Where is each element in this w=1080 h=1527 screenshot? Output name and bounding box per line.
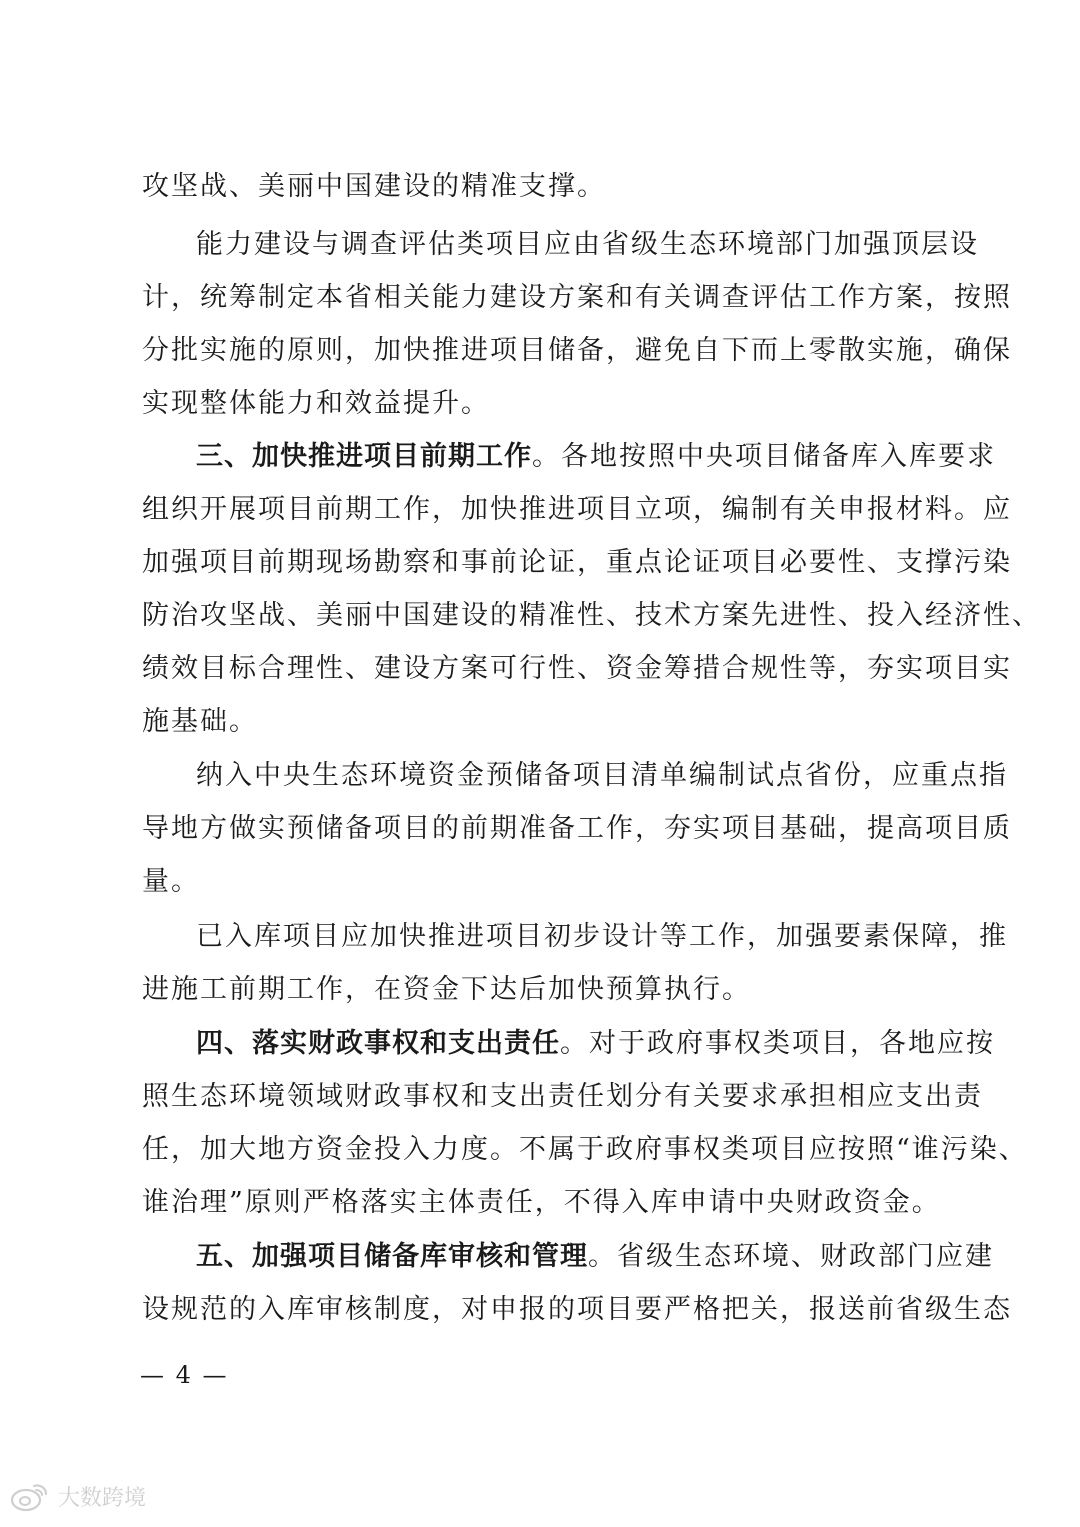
paragraph-line: 实现整体能力和效益提升。	[142, 388, 490, 419]
watermark	[10, 1478, 146, 1514]
paragraph-line: 计，统筹制定本省相关能力建设方案和有关调查评估工作方案，按照	[142, 282, 1012, 313]
paragraph-line: 绩效目标合理性、建设方案可行性、资金筹措合规性等，夯实项目实	[142, 653, 1012, 684]
paragraph-line: 施基础。	[142, 706, 258, 737]
paragraph-line: 组织开展项目前期工作，加快推进项目立项，编制有关申报材料。应	[142, 494, 1012, 525]
page-number: — 4 —	[140, 1361, 229, 1389]
weibo-logo-icon	[10, 1480, 52, 1512]
section-heading: 四、落实财政事权和支出责任	[196, 1028, 560, 1059]
paragraph-line: 任，加大地方资金投入力度。不属于政府事权类项目应按照“谁污染、	[142, 1134, 1028, 1165]
paragraph-line: 设规范的入库审核制度，对申报的项目要严格把关，报送前省级生态	[142, 1294, 1012, 1325]
section-heading-line: 四、落实财政事权和支出责任。对于政府事权类项目，各地应按	[196, 1028, 995, 1059]
paragraph-line: 谁治理”原则严格落实主体责任，不得入库申请中央财政资金。	[142, 1187, 941, 1218]
section-heading-line: 三、加快推进项目前期工作。各地按照中央项目储备库入库要求	[196, 441, 996, 472]
paragraph-line: 量。	[142, 866, 200, 897]
paragraph-line: 能力建设与调查评估类项目应由省级生态环境部门加强顶层设	[196, 229, 979, 260]
paragraph-line: 加强项目前期现场勘察和事前论证，重点论证项目必要性、支撑污染	[142, 547, 1012, 578]
paragraph-line: 纳入中央生态环境资金预储备项目清单编制试点省份，应重点指	[196, 760, 1008, 791]
paragraph-line: 导地方做实预储备项目的前期准备工作，夯实项目基础，提高项目质	[142, 813, 1012, 844]
section-heading: 三、加快推进项目前期工作	[196, 441, 532, 472]
paragraph-line: 照生态环境领域财政事权和支出责任划分有关要求承担相应支出责	[142, 1081, 983, 1112]
paragraph-line: 已入库项目应加快推进项目初步设计等工作，加强要素保障，推	[196, 921, 1008, 952]
paragraph-line: 防治攻坚战、美丽中国建设的精准性、技术方案先进性、投入经济性、	[142, 600, 1041, 631]
paragraph-line: 分批实施的原则，加快推进项目储备，避免自下而上零散实施，确保	[142, 335, 1012, 366]
watermark-text: 大数跨境	[58, 1485, 147, 1511]
section-heading-line: 五、加强项目储备库审核和管理。省级生态环境、财政部门应建	[196, 1241, 994, 1272]
paragraph-line: 攻坚战、美丽中国建设的精准支撑。	[142, 171, 606, 202]
section-heading: 五、加强项目储备库审核和管理	[196, 1241, 588, 1272]
paragraph-line: 进施工前期工作，在资金下达后加快预算执行。	[142, 974, 751, 1005]
